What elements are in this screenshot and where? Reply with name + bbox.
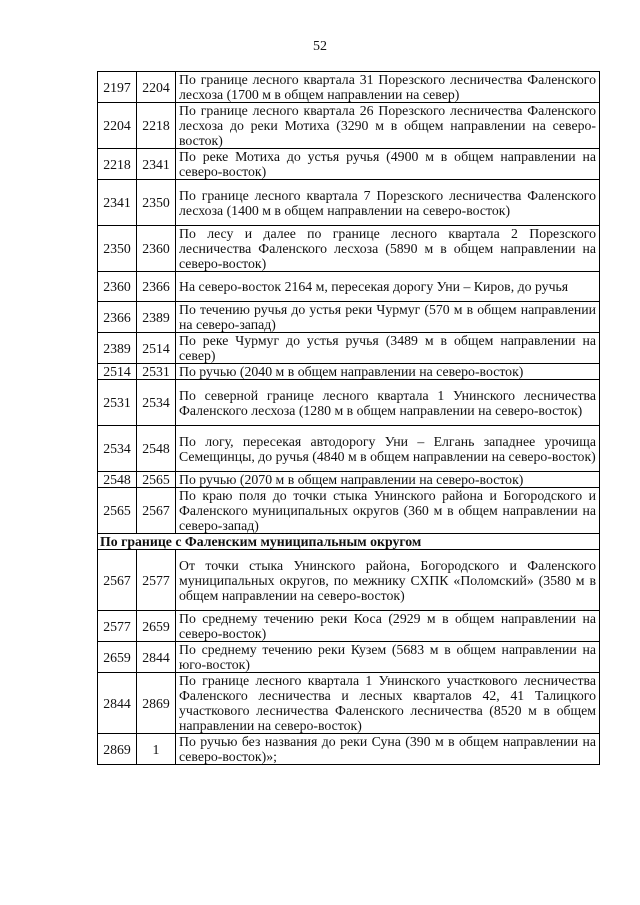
description-cell: По краю поля до точки стыка Унинского района и Богородского и Фаленского муниципальных округов (360 м в общем направлении на северо-запад)	[176, 488, 600, 534]
description-cell: По границе лесного квартала 26 Порезского лесничества Фаленского лесхоза до реки Мотиха (3290 м в общем направлении на северо-восток)	[176, 103, 600, 149]
table-row	[98, 550, 600, 611]
point-to-cell: 2514	[137, 333, 176, 364]
point-from-cell: 2531	[98, 380, 137, 426]
description-cell: По ручью (2070 м в общем направлении на северо-восток)	[176, 472, 600, 488]
description-cell: По границе лесного квартала 7 Порезского лесничества Фаленского лесхоза (1400 м в общем направлении на северо-восток)	[176, 180, 600, 226]
point-from-cell: 2869	[98, 734, 137, 765]
description-cell: По северной границе лесного квартала 1 Унинского лесничества Фаленского лесхоза (1280 м в общем направлении на северо-восток)	[176, 380, 600, 426]
point-from-cell: 2218	[98, 149, 137, 180]
description-cell: По реке Мотиха до устья ручья (4900 м в общем направлении на северо-восток)	[176, 149, 600, 180]
point-from-cell: 2350	[98, 226, 137, 272]
point-from-cell: 2360	[98, 272, 137, 302]
point-to-cell: 2204	[137, 72, 176, 103]
description-cell: По среднему течению реки Кузем (5683 м в общем направлении на юго-восток)	[176, 642, 600, 673]
point-to-cell: 2360	[137, 226, 176, 272]
description-cell: На северо-восток 2164 м, пересекая дорогу Уни – Киров, до ручья	[176, 272, 600, 302]
description-cell: По течению ручья до устья реки Чурмуг (570 м в общем направлении на северо-запад)	[176, 302, 600, 333]
point-from-cell: 2366	[98, 302, 137, 333]
point-to-cell: 2389	[137, 302, 176, 333]
table-row	[98, 72, 600, 103]
table-row	[98, 149, 600, 180]
point-to-cell: 2350	[137, 180, 176, 226]
table-row	[98, 380, 600, 426]
point-from-cell: 2534	[98, 426, 137, 472]
description-cell: По логу, пересекая автодорогу Уни – Елгань западнее урочища Семещинцы, до ручья (4840 м в общем направлении на северо-восток)	[176, 426, 600, 472]
description-cell: По границе лесного квартала 31 Порезского лесничества Фаленского лесхоза (1700 м в общем направлении на север)	[176, 72, 600, 103]
point-from-cell: 2204	[98, 103, 137, 149]
table-row	[98, 180, 600, 226]
description-cell: По ручью (2040 м в общем направлении на северо-восток)	[176, 364, 600, 380]
table-row	[98, 734, 600, 765]
description-cell: По среднему течению реки Коса (2929 м в общем направлении на северо-восток)	[176, 611, 600, 642]
boundary-table-body	[98, 72, 600, 765]
point-to-cell: 2659	[137, 611, 176, 642]
description-cell: По лесу и далее по границе лесного квартала 2 Порезского лесничества Фаленского лесхоза (5890 м в общем направлении на северо-восток)	[176, 226, 600, 272]
table-row	[98, 673, 600, 734]
description-cell: По ручью без названия до реки Суна (390 м в общем направлении на северо-восток)»;	[176, 734, 600, 765]
point-to-cell: 2366	[137, 272, 176, 302]
table-row	[98, 472, 600, 488]
point-from-cell: 2659	[98, 642, 137, 673]
point-to-cell: 2534	[137, 380, 176, 426]
point-from-cell: 2577	[98, 611, 137, 642]
point-to-cell: 2531	[137, 364, 176, 380]
table-row	[98, 103, 600, 149]
point-from-cell: 2565	[98, 488, 137, 534]
point-from-cell: 2514	[98, 364, 137, 380]
point-from-cell: 2548	[98, 472, 137, 488]
table-row	[98, 333, 600, 364]
point-to-cell: 2218	[137, 103, 176, 149]
point-to-cell: 2565	[137, 472, 176, 488]
description-cell: По реке Чурмуг до устья ручья (3489 м в общем направлении на север)	[176, 333, 600, 364]
table-row	[98, 426, 600, 472]
point-to-cell: 2341	[137, 149, 176, 180]
table-row	[98, 272, 600, 302]
table-row	[98, 611, 600, 642]
point-to-cell: 2869	[137, 673, 176, 734]
description-cell: От точки стыка Унинского района, Богородского и Фаленского муниципальных округов, по межнику СХПК «Поломский» (3580 м в общем направлении на северо-восток)	[176, 550, 600, 611]
boundary-table	[97, 71, 600, 765]
point-to-cell: 2548	[137, 426, 176, 472]
point-to-cell: 2577	[137, 550, 176, 611]
table-row	[98, 364, 600, 380]
point-to-cell: 1	[137, 734, 176, 765]
point-from-cell: 2389	[98, 333, 137, 364]
point-to-cell: 2844	[137, 642, 176, 673]
table-row	[98, 488, 600, 534]
table-row	[98, 302, 600, 333]
section-header-row	[98, 534, 600, 550]
point-from-cell: 2197	[98, 72, 137, 103]
table-row	[98, 226, 600, 272]
point-from-cell: 2341	[98, 180, 137, 226]
point-to-cell: 2567	[137, 488, 176, 534]
point-from-cell: 2844	[98, 673, 137, 734]
point-from-cell: 2567	[98, 550, 137, 611]
section-title: По границе с Фаленским муниципальным округом	[98, 534, 600, 550]
description-cell: По границе лесного квартала 1 Унинского участкового лесничества Фаленского лесничества и лесных кварталов 42, 41 Талицкого участкового лесничества Фаленского лесничества (8520 м в общем направлении на северо-восток)	[176, 673, 600, 734]
table-row	[98, 642, 600, 673]
page-number: 52	[313, 39, 327, 54]
